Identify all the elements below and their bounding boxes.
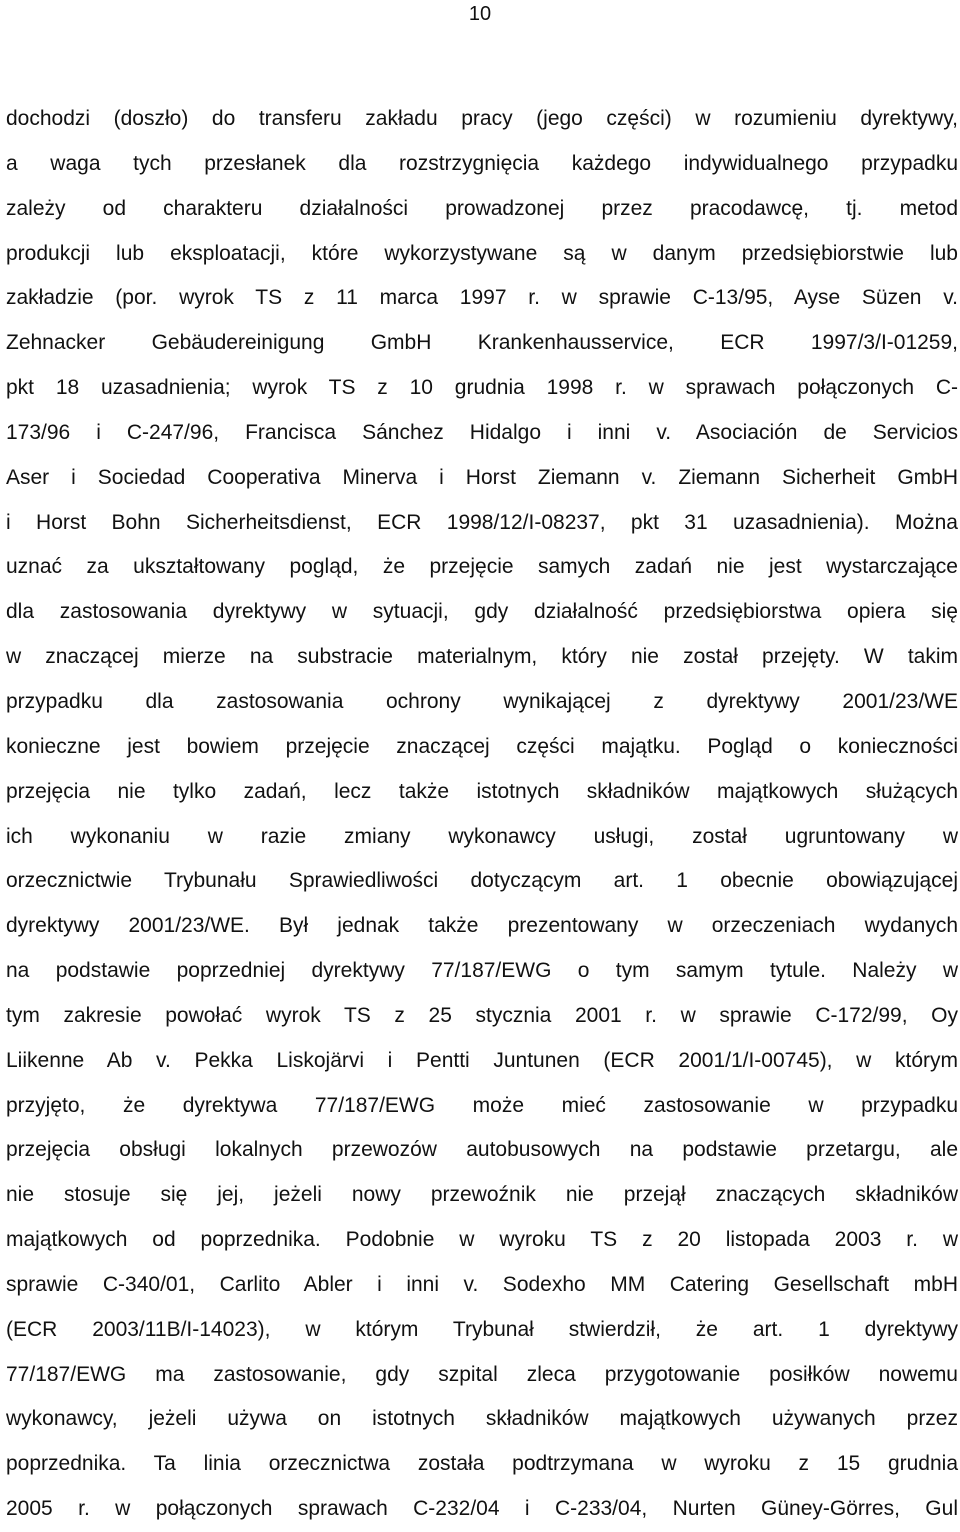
text-line: na podstawie poprzedniej dyrektywy 77/187/EWG o tym samym tytule. Należy w: [6, 959, 958, 983]
body-text: [6, 97, 958, 1532]
text-line: (ECR 2003/11B/I-14023), w którym Trybunał stwierdził, że art. 1 dyrektywy: [6, 1317, 958, 1341]
page-number: 10: [468, 3, 492, 25]
text-line: 173/96 i C-247/96, Francisca Sánchez Hidalgo i inni v. Asociación de Servicios: [6, 420, 958, 444]
text-line: sprawie C-340/01, Carlito Abler i inni v. Sodexho MM Catering Gesellschaft mbH: [6, 1272, 958, 1296]
text-line: dla zastosowania dyrektywy w sytuacji, gdy działalność przedsiębiorstwa opiera się: [6, 600, 958, 624]
text-line: w znaczącej mierze na substracie materialnym, który nie został przejęty. W takim: [6, 645, 958, 669]
text-line: produkcji lub eksploatacji, które wykorzystywane są w danym przedsiębiorstwie lub: [6, 241, 958, 265]
text-line: orzecznictwie Trybunału Sprawiedliwości dotyczącym art. 1 obecnie obowiązującej: [6, 869, 958, 893]
text-line: zakładzie (por. wyrok TS z 11 marca 1997 r. w sprawie C-13/95, Ayse Süzen v.: [6, 286, 958, 310]
text-line: Zehnacker Gebäudereinigung GmbH Krankenhausservice, ECR 1997/3/I-01259,: [6, 331, 958, 355]
text-line: Liikenne Ab v. Pekka Liskojärvi i Pentti Juntunen (ECR 2001/1/I-00745), w którym: [6, 1048, 958, 1072]
text-line: nie stosuje się jej, jeżeli nowy przewoźnik nie przejął znaczących składników: [6, 1183, 958, 1207]
text-line: ich wykonaniu w razie zmiany wykonawcy usługi, został ugruntowany w: [6, 824, 958, 848]
text-line: dochodzi (doszło) do transferu zakładu pracy (jego części) w rozumieniu dyrektywy,: [6, 107, 958, 130]
text-line: przypadku dla zastosowania ochrony wynikającej z dyrektywy 2001/23/WE: [6, 689, 958, 713]
text-line: poprzednika. Ta linia orzecznictwa została podtrzymana w wyroku z 15 grudnia: [6, 1452, 958, 1476]
text-line: dyrektywy 2001/23/WE. Był jednak także prezentowany w orzeczeniach wydanych: [6, 914, 958, 938]
text-line: pkt 18 uzasadnienia; wyrok TS z 10 grudnia 1998 r. w sprawach połączonych C-: [6, 376, 958, 400]
text-line: konieczne jest bowiem przejęcie znaczącej części majątku. Pogląd o konieczności: [6, 734, 958, 758]
text-line: majątkowych od poprzednika. Podobnie w wyroku TS z 20 listopada 2003 r. w: [6, 1228, 958, 1252]
text-line: przyjęto, że dyrektywa 77/187/EWG może mieć zastosowanie w przypadku: [6, 1093, 958, 1117]
text-line: tym zakresie powołać wyrok TS z 25 stycznia 2001 r. w sprawie C-172/99, Oy: [6, 1003, 958, 1027]
text-line: przejęcia obsługi lokalnych przewozów autobusowych na podstawie przetargu, ale: [6, 1138, 958, 1162]
text-line: przejęcia nie tylko zadań, lecz także istotnych składników majątkowych służących: [6, 779, 958, 803]
text-line: 77/187/EWG ma zastosowanie, gdy szpital zleca przygotowanie posiłków nowemu: [6, 1362, 958, 1386]
text-line: i Horst Bohn Sicherheitsdienst, ECR 1998/12/I-08237, pkt 31 uzasadnienia). Można: [6, 510, 958, 534]
text-line: wykonawcy, jeżeli używa on istotnych składników majątkowych używanych przez: [6, 1407, 958, 1431]
text-line: zależy od charakteru działalności prowadzonej przez pracodawcę, tj. metod: [6, 196, 958, 220]
text-line: 2005 r. w połączonych sprawach C-232/04 i C-233/04, Nurten Güney-Görres, Gul: [6, 1497, 958, 1521]
text-line: Aser i Sociedad Cooperativa Minerva i Horst Ziemann v. Ziemann Sicherheit GmbH: [6, 465, 958, 489]
text-line: a waga tych przesłanek dla rozstrzygnięcia każdego indywidualnego przypadku: [6, 151, 958, 175]
text-line: uznać za ukształtowany pogląd, że przejęcie samych zadań nie jest wystarczające: [6, 555, 958, 579]
